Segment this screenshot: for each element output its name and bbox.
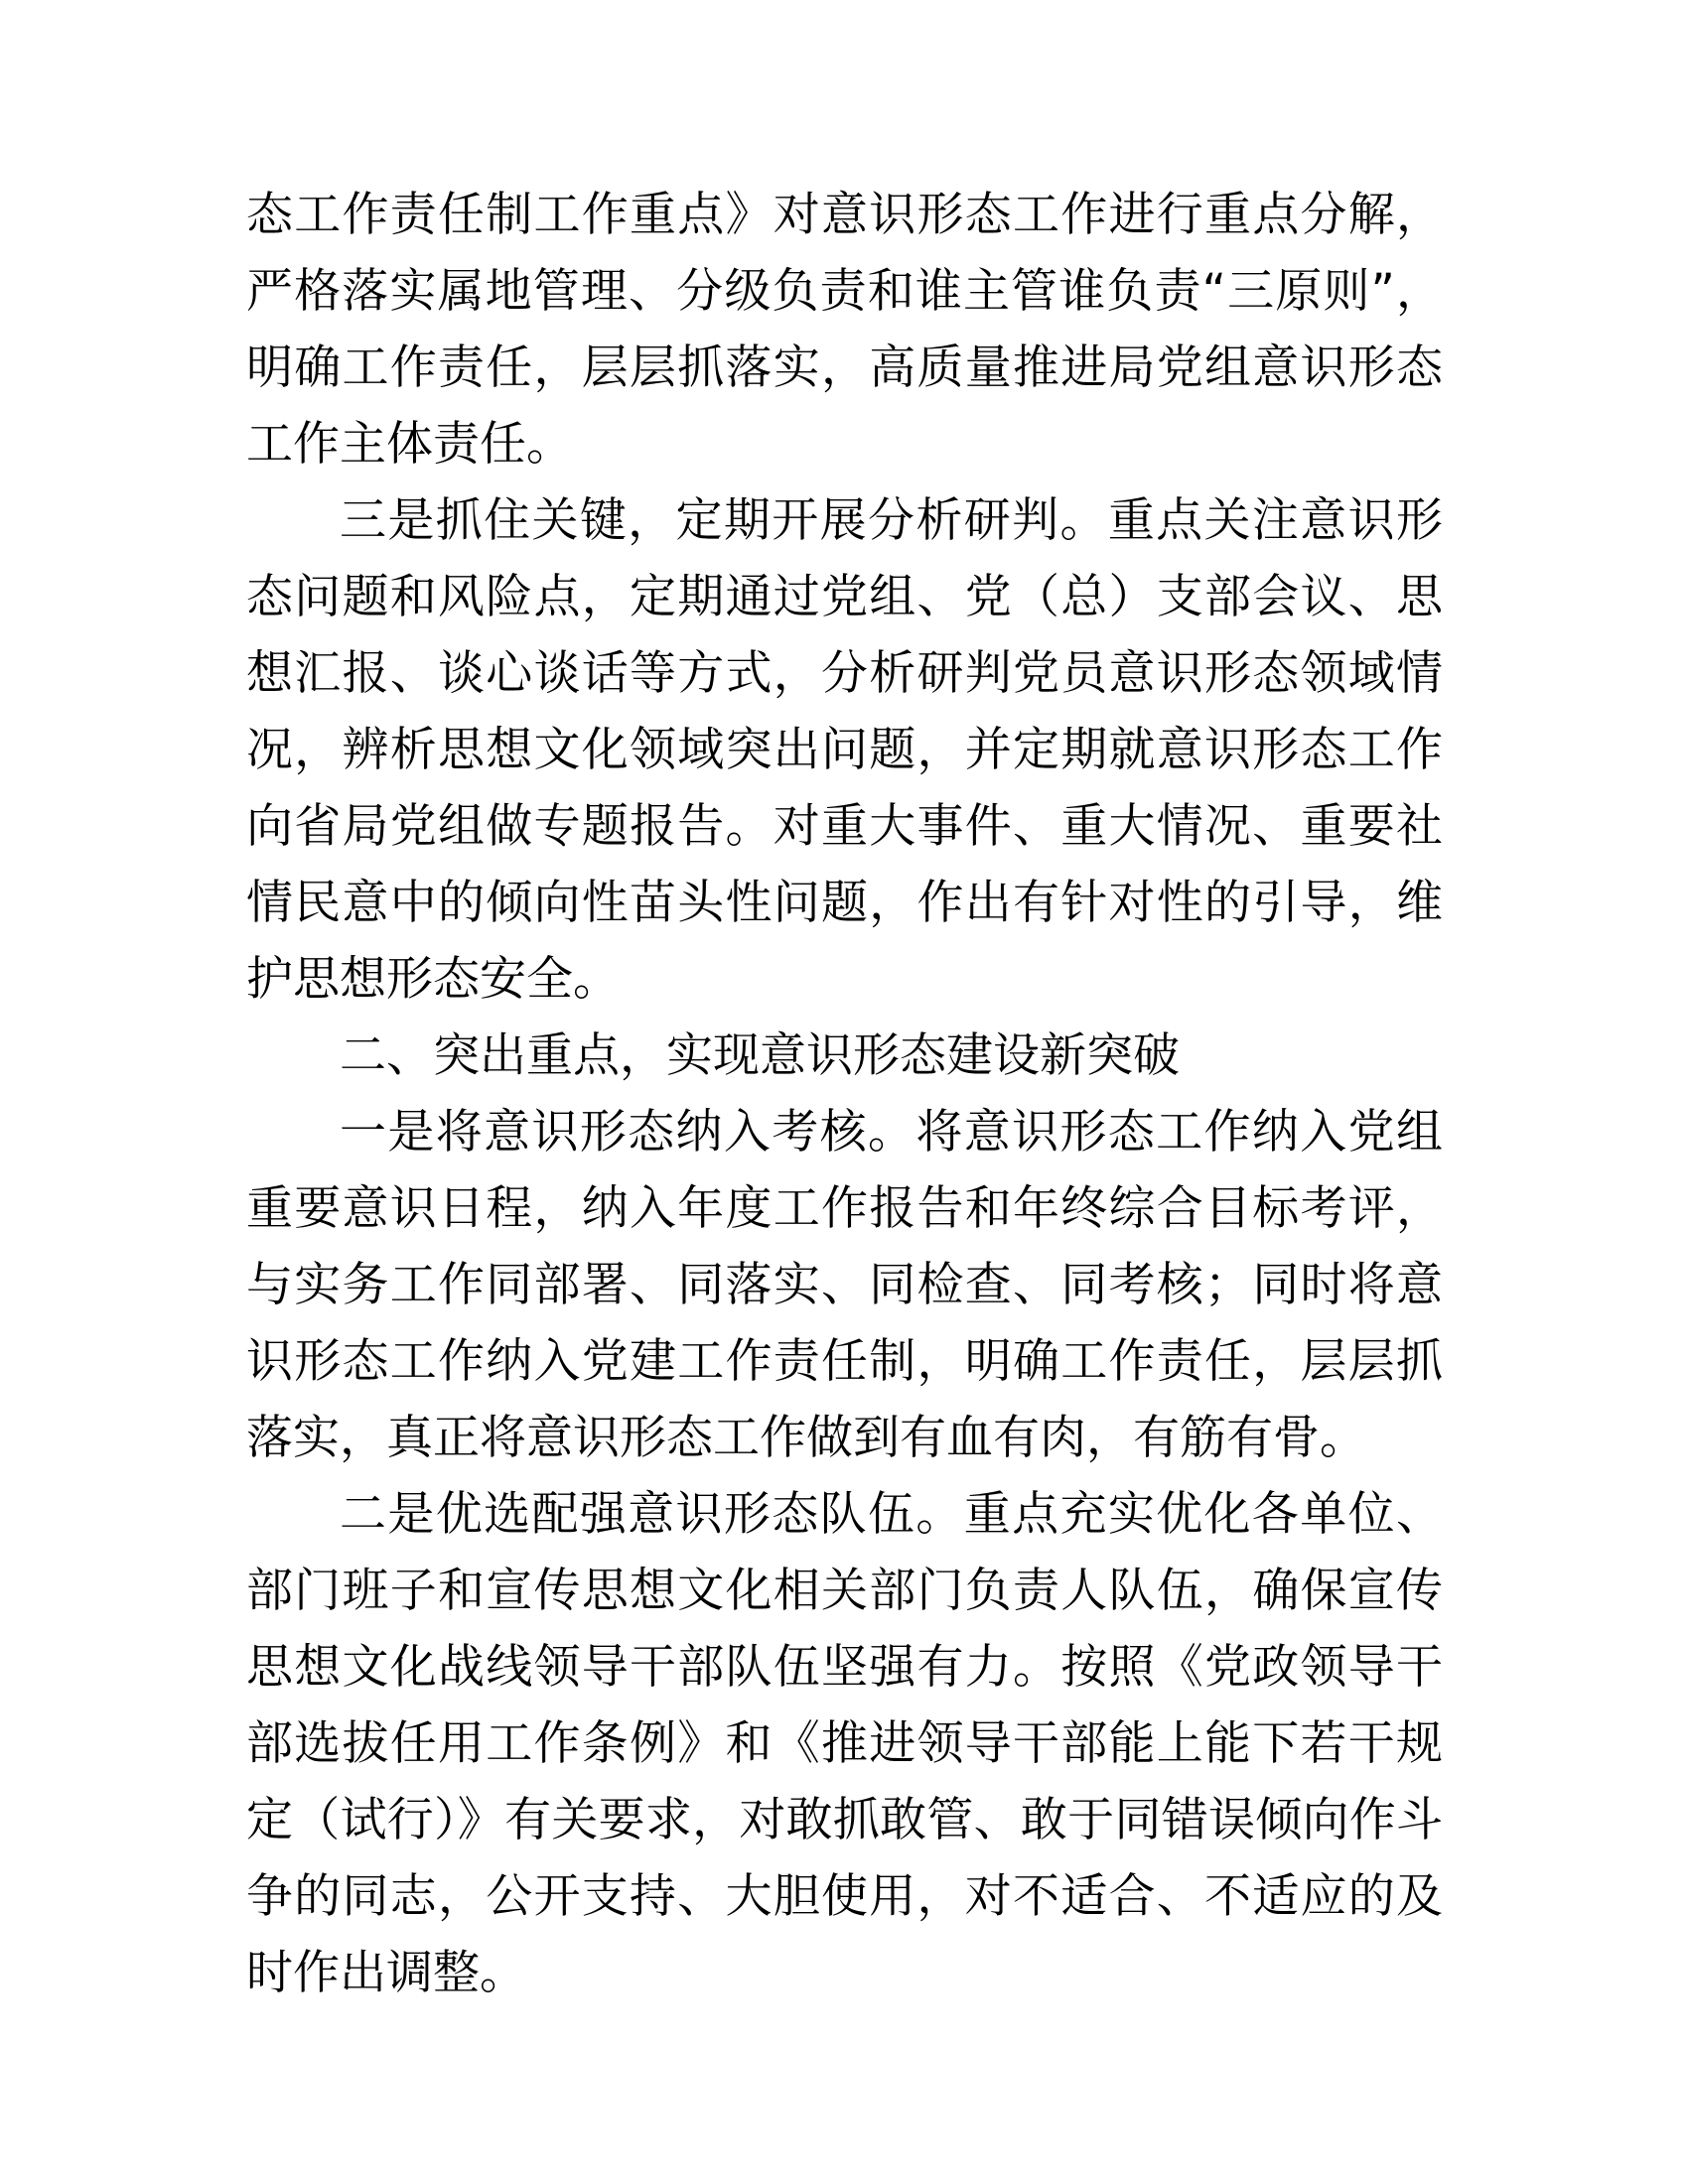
paragraph-continuation: 态工作责任制工作重点》对意识形态工作进行重点分解，严格落实属地管理、分级负责和谁主管谁负责“三原则”，明确工作责任，层层抓落实，高质量推进局党组意识形态工作主体责任。 [246, 188, 1443, 472]
paragraph-include-in-assessment: 一是将意识形态纳入考核。将意识形态工作纳入党组重要意识日程，纳入年度工作报告和年终综合目标考评，与实务工作同部署、同落实、同检查、同考核；同时将意识形态工作纳入党建工作责任制，明确工作责任，层层抓落实，真正将意识形态工作做到有血有肉，有筋有骨。 [246, 1105, 1443, 1465]
section-heading-two: 二、突出重点，实现意识形态建设新突破 [340, 1028, 1180, 1083]
document-text-column [246, 177, 1443, 2011]
paragraph-analysis-and-judgement: 三是抓住关键，定期开展分析研判。重点关注意识形态问题和风险点，定期通过党组、党（总）支部会议、思想汇报、谈心谈话等方式，分析研判党员意识形态领域情况，辨析思想文化领域突出问题，并定期就意识形态工作向省局党组做专题报告。对重大事件、重大情况、重要社情民意中的倾向性苗头性问题，作出有针对性的引导，维护思想形态安全。 [246, 493, 1443, 1007]
paragraph-strengthen-team: 二是优选配强意识形态队伍。重点充实优化各单位、部门班子和宣传思想文化相关部门负责人队伍，确保宣传思想文化战线领导干部队伍坚强有力。按照《党政领导干部选拔任用工作条例》和《推进领导干部能上能下若干规定（试行）》有关要求，对敢抓敢管、敢于同错误倾向作斗争的同志，公开支持、大胆使用，对不适合、不适应的及时作出调整。 [246, 1487, 1443, 2000]
